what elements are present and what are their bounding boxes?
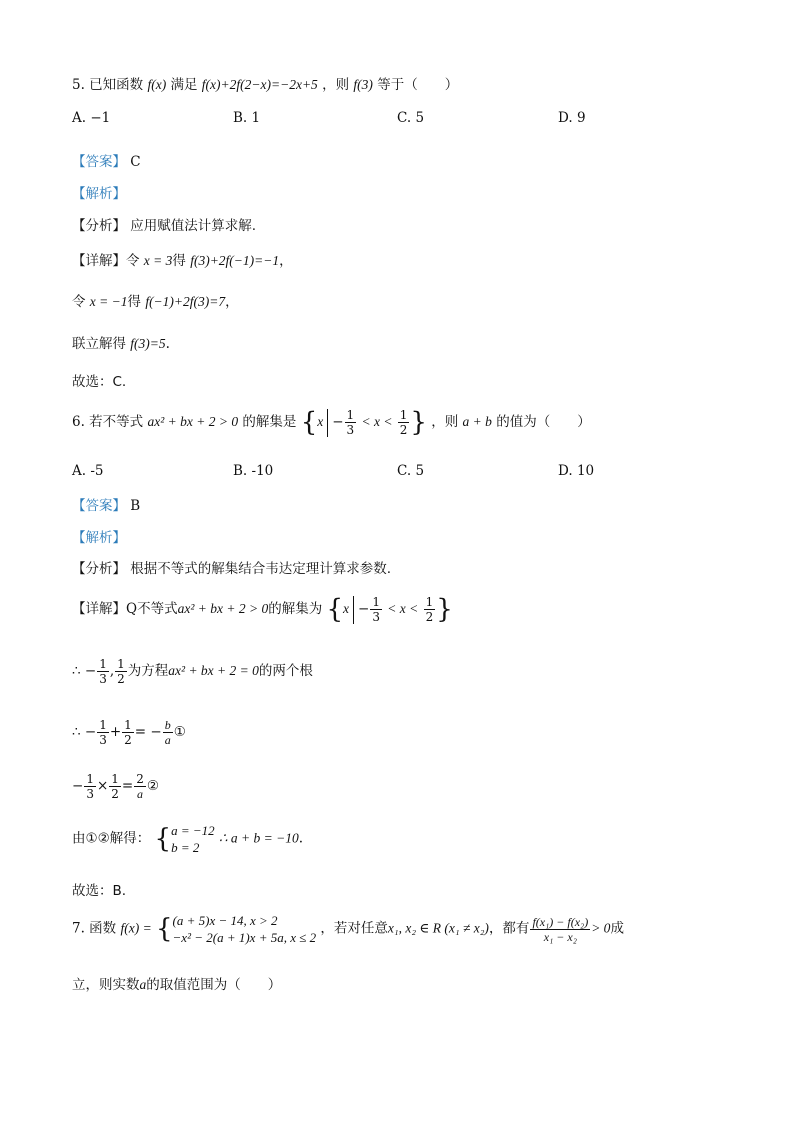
- q6-fenxi: 【分析】 根据不等式的解集结合韦达定理计算求参数.: [72, 561, 392, 577]
- q6-detail-2: ∴ − $\frac{1}{3}$ , $\frac{1}{2}$ 为方程ax² + bx + 2 = 0的两个根: [72, 657, 313, 686]
- q5-detail-3: 联立解得 f(3)=5.: [72, 336, 170, 352]
- q5-fenxi: 【分析】 应用赋值法计算求解.: [72, 218, 257, 234]
- q6-frac-1-2: $\frac{1}{2}$: [399, 408, 408, 437]
- q6-frac-1-3: $\frac{1}{3}$: [346, 408, 355, 437]
- q5-detail-2: 令 x = −1得 f(−1)+2f(3)=7，: [72, 294, 239, 310]
- q5-analysis-heading: 【解析】: [72, 186, 126, 202]
- q5-answer: 【答案】 C: [72, 154, 141, 170]
- q5-detail-1: 【详解】令 x = 3得 f(3)+2f(−1)=−1，: [72, 253, 293, 269]
- q6-detail-3: ∴ − $\frac{1}{3}$ + $\frac{1}{2}$ = − $\frac{b}{a}$ ①: [72, 718, 186, 747]
- q5-option-a: A. −1: [72, 110, 111, 126]
- q5-option-b: B. 1: [233, 110, 261, 126]
- q6-option-b: B. -10: [233, 463, 274, 479]
- q5-stem: 5. 已知函数 f(x) 满足 f(x)+2f(2−x)=−2x+5 ，则 f(3) 等于（ ）: [72, 77, 459, 93]
- q5-option-c: C. 5: [397, 110, 425, 126]
- q7-fraction: $\frac{\text{f(x₁) − f(x₂)}}{\text{x₁ − x₂}}$: [532, 914, 589, 944]
- q6-answer: 【答案】 B: [72, 498, 141, 514]
- q7-stem-line-1: 7. 函数 f(x) = { (a + 5)x − 14, x > 2 −x² − 2(a + 1)x + 5a, x ≤ 2 ，若对任意x₁, x₂ ∈ R (x₁ ≠ x₂)，都有 $\frac{\text{f(x₁) − f(x₂)}}{\text{x₁ − x₂}}$ > 0成: [72, 913, 624, 945]
- q7-stem-line-2: 立，则实数a的取值范围为（ ）: [72, 977, 282, 993]
- q5-choose: 故选：C.: [72, 374, 127, 390]
- q6-detail-1: 【详解】Q不等式ax² + bx + 2 > 0的解集为 {x − $\frac{1}{3}$ < x < $\frac{1}{2}$ }: [72, 594, 453, 625]
- q6-option-d: D. 10: [558, 463, 595, 479]
- q6-choose: 故选：B.: [72, 883, 127, 899]
- q6-option-c: C. 5: [397, 463, 425, 479]
- q6-analysis-heading: 【解析】: [72, 530, 126, 546]
- q5-option-d: D. 9: [558, 110, 586, 126]
- q6-detail-5: 由①②解得： { a = −12 b = 2 ∴ a + b = −10.: [72, 823, 303, 855]
- q7-piecewise: (a + 5)x − 14, x > 2 −x² − 2(a + 1)x + 5a, x ≤ 2: [172, 913, 317, 945]
- q6-stem: 6. 若不等式 ax² + bx + 2 > 0 的解集是 {x − $\frac{1}{3}$ < x < $\frac{1}{2}$ } ，则 a + b 的值为（ ）: [72, 407, 591, 438]
- q6-detail-4: − $\frac{1}{3}$ × $\frac{1}{2}$ = $\frac{2}{a}$ ②: [72, 772, 159, 801]
- q6-system: a = −12 b = 2: [171, 823, 215, 855]
- q6-option-a: A. -5: [72, 463, 104, 479]
